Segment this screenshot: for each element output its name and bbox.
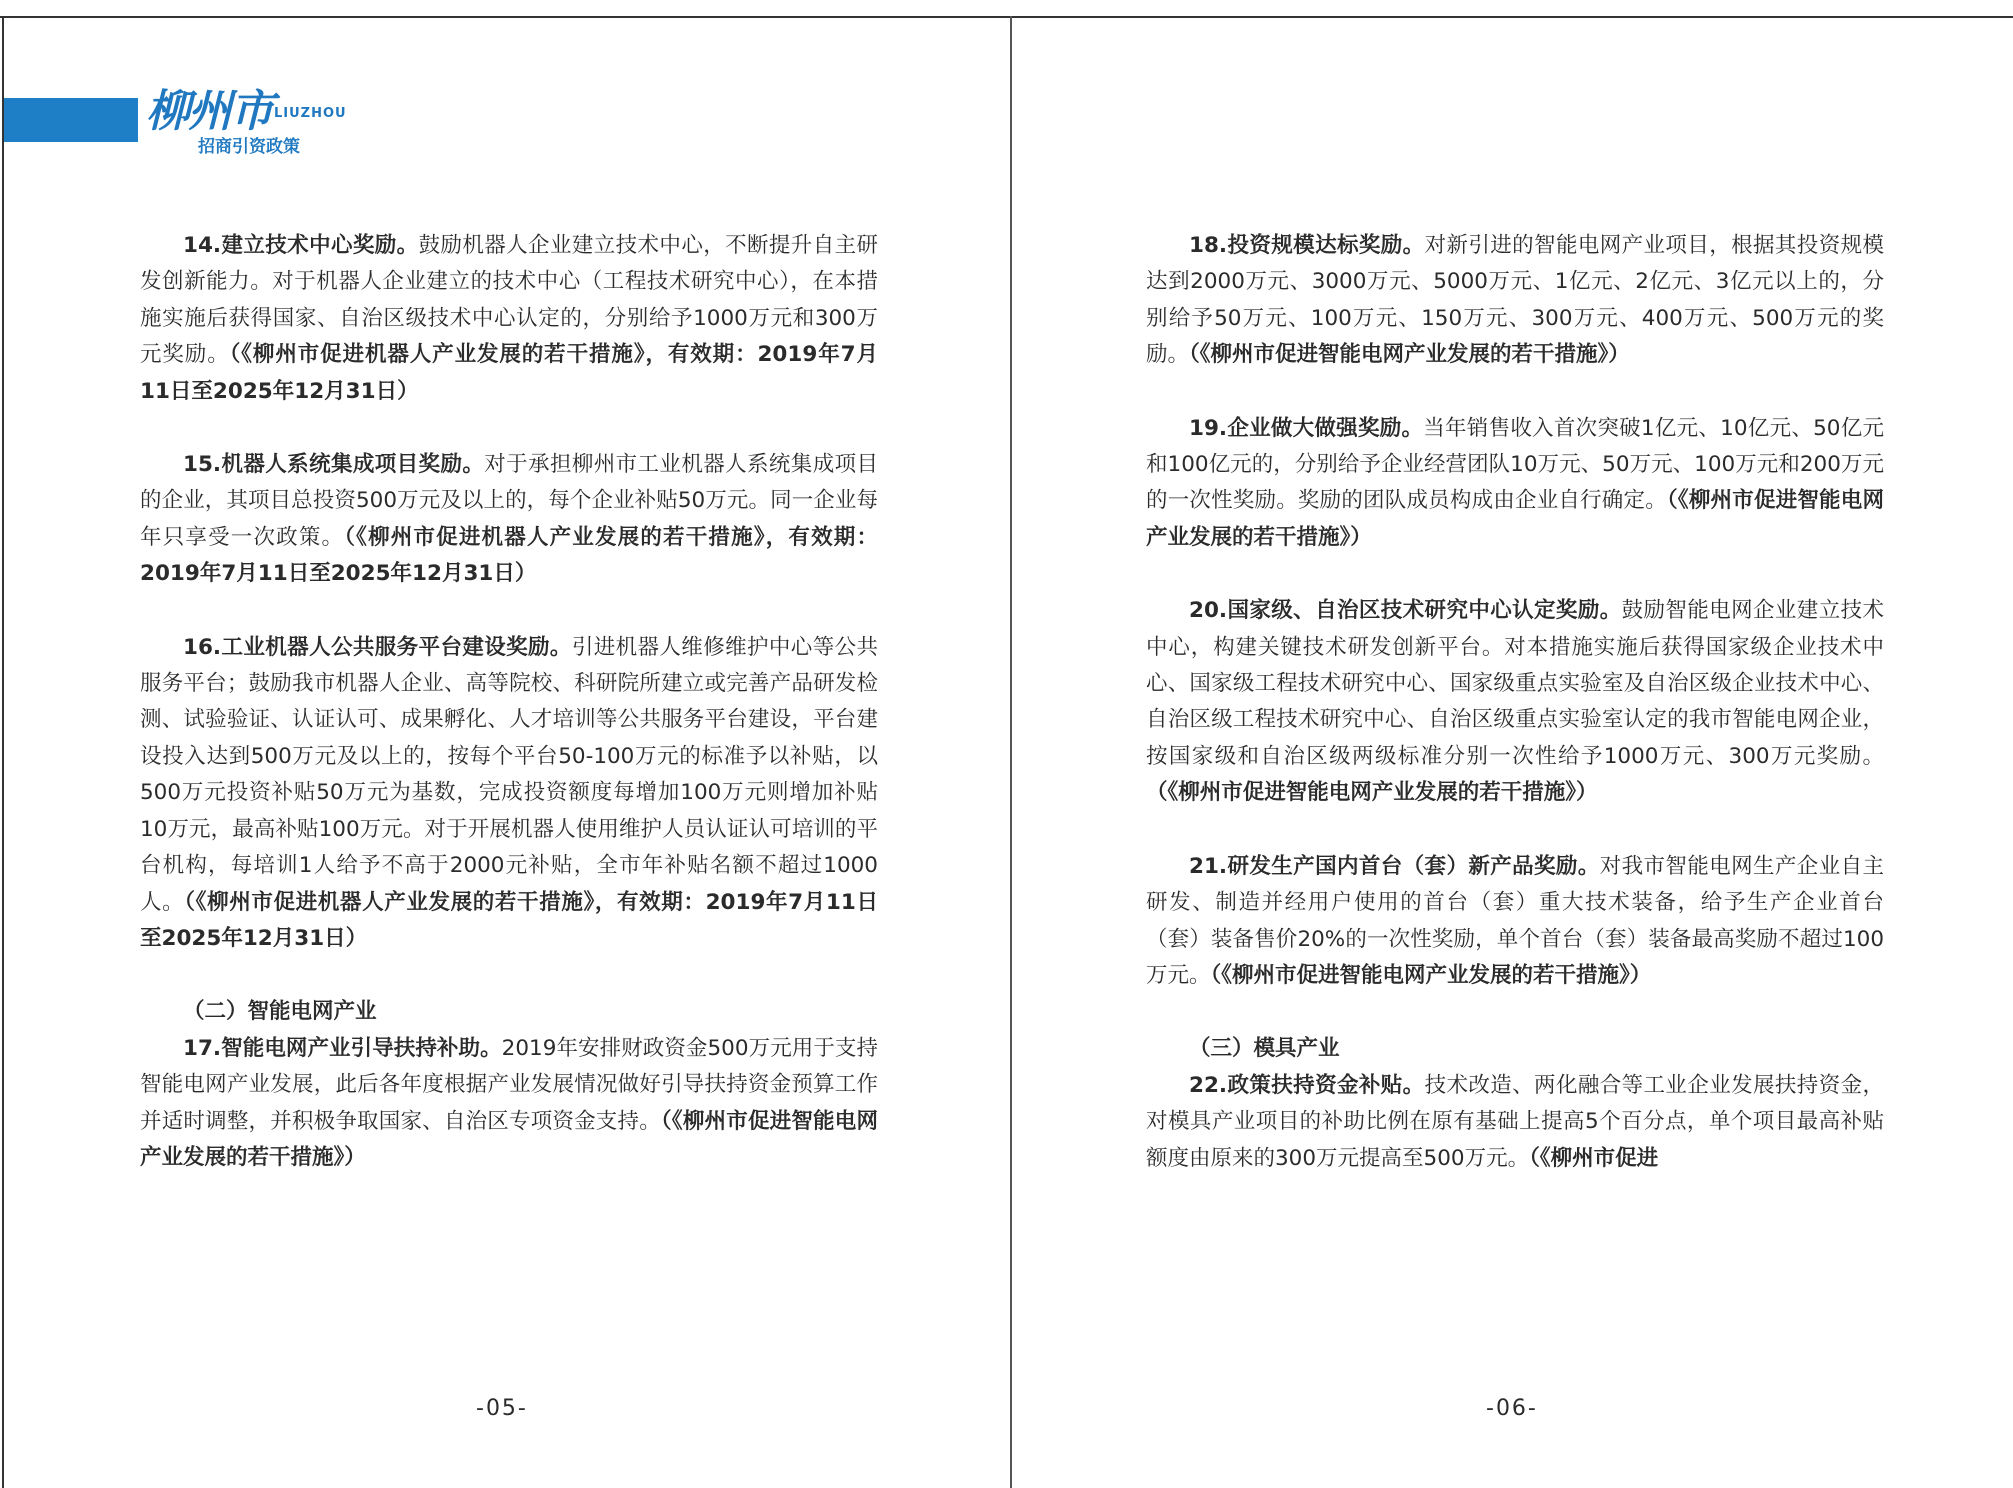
policy-item-body: 鼓励智能电网企业建立技术中心，构建关键技术研发创新平台。对本措施实施后获得国家级企业技术中心、国家级工程技术研究中心、国家级重点实验室及自治区级企业技术中心、自治区级工程技术研究中心、自治区级重点实验室认定的我市智能电网企业，按国家级和自治区级两级标准分别一次性给予1000万元、300万元奖励。	[1146, 598, 1884, 769]
policy-item-title: 21.研发生产国内首台（套）新产品奖励。	[1189, 853, 1600, 879]
section-heading-mold: （三）模具产业	[1189, 1036, 1340, 1062]
policy-item-source: （《柳州市促进智能电网产业发展的若干措施》）	[1146, 488, 1884, 550]
policy-item-20	[1146, 593, 1884, 811]
policy-item-title: 16.工业机器人公共服务平台建设奖励。	[183, 634, 572, 660]
policy-item-title: 14.建立技术中心奖励。	[183, 233, 419, 258]
policy-item-19	[1146, 411, 1884, 557]
city-logo-english: LIUZHOU	[274, 106, 347, 121]
policy-item-title: 22.政策扶持资金补贴。	[1189, 1072, 1425, 1098]
policy-item-source: （《柳州市促进	[1529, 1145, 1659, 1171]
policy-item-source: （《柳州市促进机器人产业发展的若干措施》，有效期：2019年7月11日至2025年12月31日）	[140, 524, 878, 587]
policy-item-21	[1146, 849, 1884, 995]
policy-item-18	[1146, 228, 1884, 374]
policy-item-22	[1146, 1068, 1884, 1177]
policy-item-14	[140, 228, 878, 410]
policy-item-body: 对新引进的智能电网产业项目，根据其投资规模达到2000万元、3000万元、5000万元、1亿元、2亿元、3亿元以上的，分别给予50万元、100万元、150万元、300万元、400万元、500万元的奖励。	[1146, 233, 1884, 368]
policy-item-source: （《柳州市促进智能电网产业发展的若干措施》）	[1146, 780, 1598, 806]
header-blue-bar	[4, 98, 138, 142]
right-page-content	[1146, 228, 1884, 1177]
policy-item-title: 19.企业做大做强奖励。	[1189, 415, 1424, 441]
left-page-content	[140, 228, 878, 1176]
policy-item-16	[140, 630, 878, 958]
page-number-left: -05-	[476, 1396, 528, 1421]
policy-item-17	[140, 1031, 878, 1177]
policy-item-body: 技术改造、两化融合等工业企业发展扶持资金，对模具产业项目的补助比例在原有基础上提高5个百分点，单个项目最高补贴额度由原来的300万元提高至500万元。	[1146, 1072, 1884, 1171]
policy-item-source: （《柳州市促进智能电网产业发展的若干措施》）	[1189, 342, 1630, 368]
policy-item-body: 鼓励机器人企业建立技术中心，不断提升自主研发创新能力。对于机器人企业建立的技术中心（工程技术研究中心），在本措施实施后获得国家、自治区级技术中心认定的，分别给予1000万元和300万元奖励。	[140, 233, 878, 368]
page-number-right: -06-	[1486, 1396, 1538, 1421]
policy-item-body: 2019年安排财政资金500万元用于支持智能电网产业发展，此后各年度根据产业发展情况做好引导扶持资金预算工作并适时调整，并积极争取国家、自治区专项资金支持。	[140, 1035, 878, 1134]
policy-item-body: 引进机器人维修维护中心等公共服务平台；鼓励我市机器人企业、高等院校、科研院所建立或完善产品研发检测、试验验证、认证认可、成果孵化、人才培训等公共服务平台建设，平台建设投入达到500万元及以上的，按每个平台50-100万元的标准予以补贴，以500万元投资补贴50万元为基数，完成投资额度每增加100万元则增加补贴10万元，最高补贴100万元。对于开展机器人使用维护人员认证认可培训的平台机构，每培训1人给予不高于2000元补贴，全市年补贴名额不超过1000人。	[140, 634, 878, 915]
policy-item-title: 17.智能电网产业引导扶持补助。	[183, 1035, 502, 1061]
header-subtitle: 招商引资政策	[198, 137, 300, 157]
header-brand	[146, 86, 347, 157]
policy-item-source: （《柳州市促进机器人产业发展的若干措施》，有效期：2019年7月11日至2025年12月31日）	[140, 889, 878, 951]
policy-item-source: （《柳州市促进智能电网产业发展的若干措施》）	[1210, 962, 1652, 988]
frame-left-line	[2, 16, 4, 1488]
city-logo-text: 柳州市	[146, 86, 272, 137]
policy-item-15	[140, 447, 878, 593]
frame-top-line	[0, 16, 2013, 18]
policy-item-body: 对于承担柳州市工业机器人系统集成项目的企业，其项目总投资500万元及以上的，每个企业补贴50万元。同一企业每年只享受一次政策。	[140, 452, 878, 550]
policy-item-title: 20.国家级、自治区技术研究中心认定奖励。	[1189, 598, 1622, 624]
policy-item-title: 18.投资规模达标奖励。	[1189, 233, 1425, 258]
policy-item-title: 15.机器人系统集成项目奖励。	[183, 452, 485, 478]
policy-item-source: （《柳州市促进智能电网产业发展的若干措施》）	[140, 1108, 878, 1170]
policy-item-body: 当年销售收入首次突破1亿元、10亿元、50亿元和100亿元的，分别给予企业经营团队10万元、50万元、100万元和200万元的一次性奖励。奖励的团队成员构成由企业自行确定。	[1146, 415, 1884, 514]
policy-item-source: （《柳州市促进机器人产业发展的若干措施》，有效期：2019年7月11日至2025年12月31日）	[140, 342, 878, 404]
section-heading-smart-grid: （二）智能电网产业	[183, 999, 377, 1025]
policy-item-body: 对我市智能电网生产企业自主研发、制造并经用户使用的首台（套）重大技术装备，给予生产企业首台（套）装备售价20%的一次性奖励，单个首台（套）装备最高奖励不超过100万元。	[1146, 853, 1884, 988]
book-spine-divider	[1010, 16, 1012, 1488]
